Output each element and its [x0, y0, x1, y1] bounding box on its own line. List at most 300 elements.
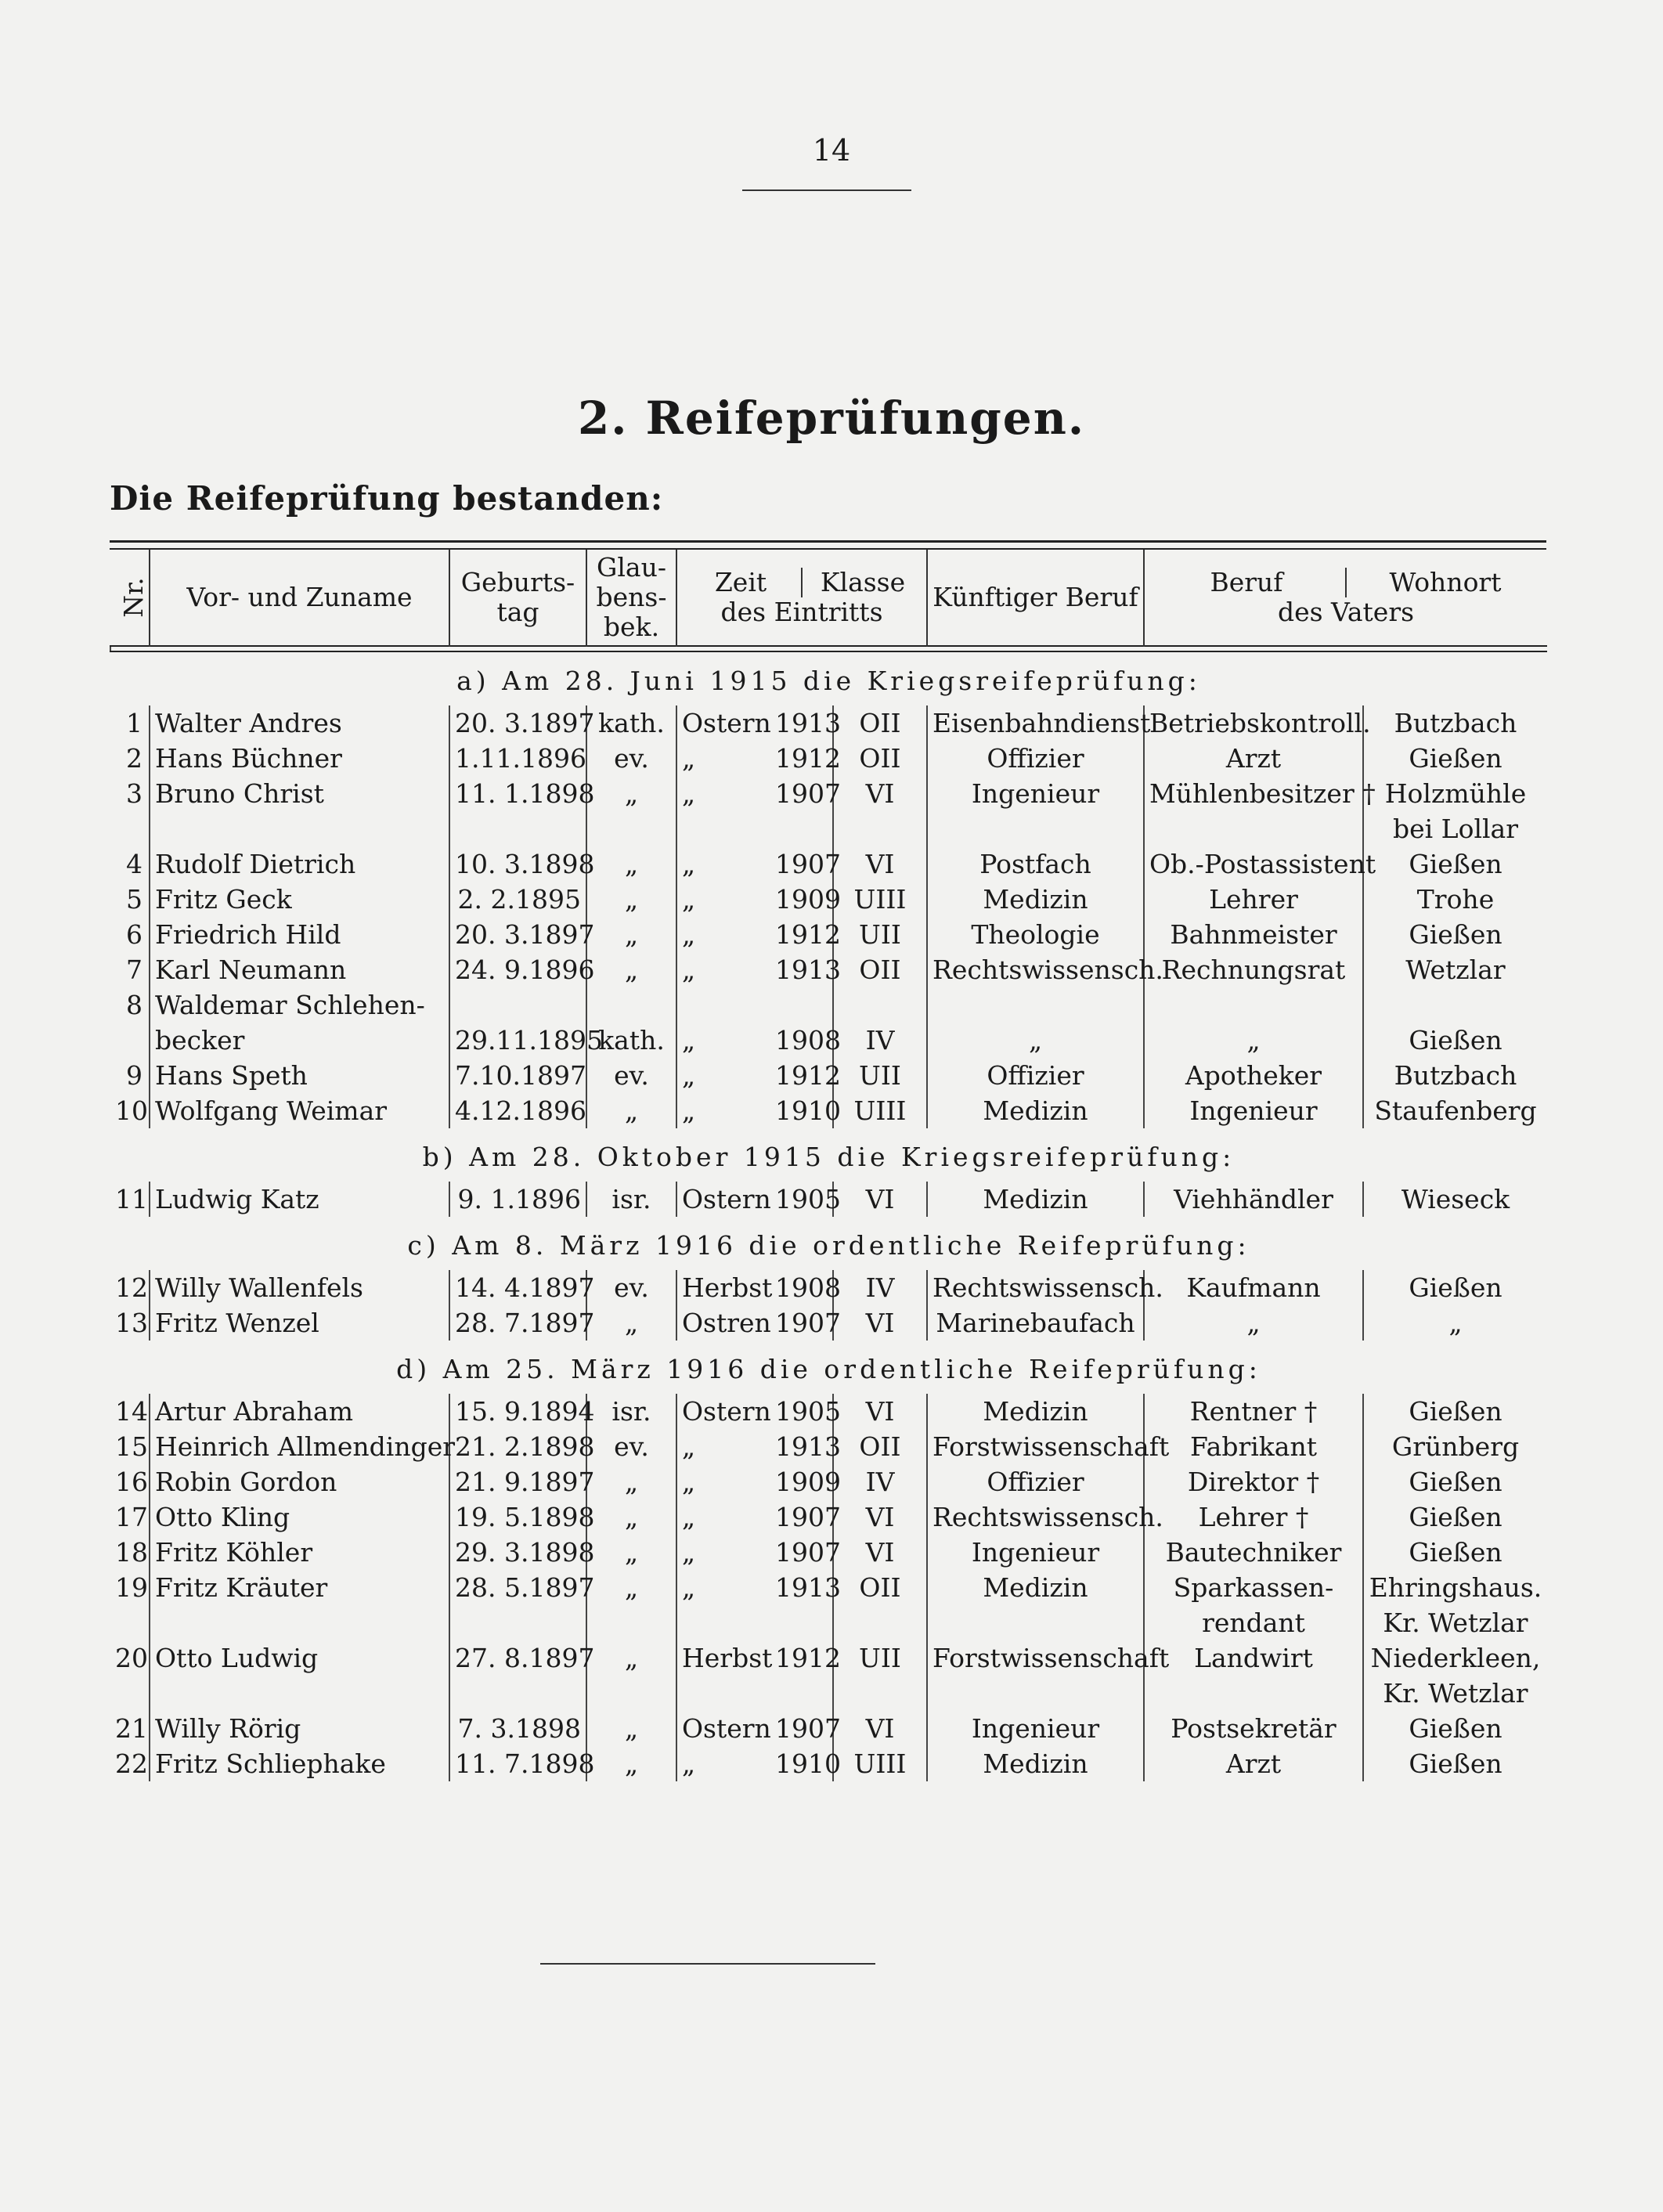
cell-term [676, 987, 770, 1023]
cell-year: 1913 [775, 707, 841, 738]
cell-career: Ingenieur [927, 1535, 1144, 1570]
cell-name: Fritz Geck [150, 882, 449, 917]
table-row [110, 741, 1547, 776]
table-row [110, 1711, 1547, 1746]
cell-class: VI [833, 846, 927, 882]
cell-residence: Gießen [1363, 1464, 1547, 1499]
section-title-row [110, 1128, 1547, 1182]
cell-career: Medizin [927, 1746, 1144, 1781]
cell-name: Bruno Christ [150, 776, 449, 811]
results-table-wrap [110, 540, 1546, 1781]
cell-father-job: Kaufmann [1144, 1270, 1363, 1305]
cell-father-job: Bahnmeister [1144, 917, 1363, 952]
cell-year: 1907 [775, 848, 841, 879]
cell-term: Herbst [676, 1640, 770, 1676]
cell-birth: 27. 8.1897 [449, 1640, 586, 1676]
cell-religion: „ [586, 952, 676, 987]
cell-class: IV [833, 1023, 927, 1058]
cell-career: Ingenieur [927, 776, 1144, 811]
cell-career: Medizin [927, 1182, 1144, 1217]
cell-nr: 17 [115, 1501, 148, 1532]
table-row [110, 1605, 1547, 1640]
results-table [110, 550, 1547, 1781]
cell-class: VI [833, 1711, 927, 1746]
cell-year: 1910 [775, 1095, 841, 1126]
table-row [110, 1394, 1547, 1429]
cell-residence [1363, 987, 1547, 1023]
cell-birth: 10. 3.1898 [449, 846, 586, 882]
cell-father-job [1144, 987, 1363, 1023]
header-time: Zeit [714, 566, 767, 597]
cell-name: Waldemar Schlehen- [150, 987, 449, 1023]
cell-religion: „ [586, 1093, 676, 1128]
cell-father-job: Landwirt [1144, 1640, 1363, 1676]
cell-term: Ostern [676, 1394, 770, 1429]
cell-father-job: Postsekretär [1144, 1711, 1363, 1746]
cell-year: 1912 [775, 1642, 841, 1673]
cell-religion [586, 811, 676, 846]
cell-career: Offizier [927, 741, 1144, 776]
cell-name: Fritz Schliephake [150, 1746, 449, 1781]
cell-name: Fritz Kräuter [150, 1570, 449, 1605]
cell-career: Offizier [927, 1464, 1144, 1499]
cell-residence: Gießen [1363, 917, 1547, 952]
cell-nr: 3 [126, 778, 142, 809]
cell-residence: Gießen [1363, 1746, 1547, 1781]
page-subtitle: Die Reifeprüfung bestanden: [110, 479, 664, 518]
cell-term: „ [676, 1429, 770, 1464]
cell-religion: ev. [586, 741, 676, 776]
cell-birth: 7.10.1897 [449, 1058, 586, 1093]
cell-year: 1913 [775, 1431, 841, 1462]
cell-nr: 13 [115, 1307, 148, 1338]
cell-religion: kath. [586, 705, 676, 741]
bottom-rule [540, 1963, 875, 1965]
cell-father-job: Viehhändler [1144, 1182, 1363, 1217]
cell-religion: isr. [586, 1394, 676, 1429]
cell-career: Medizin [927, 1394, 1144, 1429]
table-row [110, 1535, 1547, 1570]
cell-nr: 18 [115, 1536, 148, 1568]
cell-religion: „ [586, 1499, 676, 1535]
cell-father-job: Mühlenbesitzer † [1144, 776, 1363, 811]
cell-class: IV [833, 1270, 927, 1305]
cell-career: Rechtswissensch. [927, 952, 1144, 987]
cell-class: UII [833, 1640, 927, 1676]
cell-term: „ [676, 741, 770, 776]
cell-birth [449, 811, 586, 846]
table-row [110, 1093, 1547, 1128]
cell-class: VI [833, 1305, 927, 1341]
cell-religion: kath. [586, 1023, 676, 1058]
cell-religion: „ [586, 776, 676, 811]
cell-name: Walter Andres [150, 705, 449, 741]
cell-nr [110, 1676, 150, 1711]
cell-term: „ [676, 1093, 770, 1128]
table-row [110, 1429, 1547, 1464]
cell-class [833, 811, 927, 846]
cell-career [927, 1676, 1144, 1711]
cell-career [927, 1605, 1144, 1640]
cell-name [150, 811, 449, 846]
cell-father-job: Lehrer † [1144, 1499, 1363, 1535]
cell-father-job: Bautechniker [1144, 1535, 1363, 1570]
cell-year: 1909 [775, 883, 841, 915]
cell-birth: 4.12.1896 [449, 1093, 586, 1128]
cell-year: 1907 [775, 1501, 841, 1532]
cell-residence: Ehringshaus. [1363, 1570, 1547, 1605]
cell-birth: 14. 4.1897 [449, 1270, 586, 1305]
section-title-row [110, 1341, 1547, 1394]
cell-year: 1910 [775, 1748, 841, 1779]
cell-career: Postfach [927, 846, 1144, 882]
cell-birth: 2. 2.1895 [449, 882, 586, 917]
cell-nr: 2 [126, 742, 142, 774]
cell-residence: Gießen [1363, 846, 1547, 882]
table-row [110, 1676, 1547, 1711]
cell-birth: 28. 5.1897 [449, 1570, 586, 1605]
cell-residence: Staufenberg [1363, 1093, 1547, 1128]
cell-religion: „ [586, 1711, 676, 1746]
cell-term: „ [676, 1058, 770, 1093]
cell-year: 1907 [775, 778, 841, 809]
cell-father-job: Ingenieur [1144, 1093, 1363, 1128]
cell-birth [449, 1605, 586, 1640]
cell-name: Willy Rörig [150, 1711, 449, 1746]
cell-residence: Holzmühle [1363, 776, 1547, 811]
cell-birth: 20. 3.1897 [449, 705, 586, 741]
cell-residence: „ [1363, 1305, 1547, 1341]
cell-year: 1912 [775, 1059, 841, 1091]
table-row [110, 811, 1547, 846]
cell-career: Rechtswissensch. [927, 1270, 1144, 1305]
cell-class [833, 1676, 927, 1711]
cell-term [676, 1605, 770, 1640]
header-father [1144, 550, 1547, 646]
cell-career: Medizin [927, 1570, 1144, 1605]
cell-residence: Butzbach [1363, 1058, 1547, 1093]
section-title: c) Am 8. März 1916 die ordentliche Reifeprüfung: [407, 1229, 1250, 1261]
cell-father-job: Lehrer [1144, 882, 1363, 917]
cell-residence: Wieseck [1363, 1182, 1547, 1217]
cell-term: Ostern [676, 1182, 770, 1217]
table-row [110, 882, 1547, 917]
cell-career: Theologie [927, 917, 1144, 952]
cell-career: Forstwissenschaft [927, 1429, 1144, 1464]
cell-class: UIII [833, 1746, 927, 1781]
cell-career: Medizin [927, 882, 1144, 917]
cell-father-job: Arzt [1144, 741, 1363, 776]
table-row [110, 846, 1547, 882]
cell-term: Ostren [676, 1305, 770, 1341]
cell-birth: 20. 3.1897 [449, 917, 586, 952]
cell-year: 1912 [775, 742, 841, 774]
cell-career: Rechtswissensch. [927, 1499, 1144, 1535]
cell-term: „ [676, 1746, 770, 1781]
page-number: 14 [812, 133, 851, 168]
cell-residence: Wetzlar [1363, 952, 1547, 987]
cell-nr: 10 [115, 1095, 148, 1126]
cell-class: OII [833, 741, 927, 776]
cell-class: UII [833, 1058, 927, 1093]
cell-birth: 29. 3.1898 [449, 1535, 586, 1570]
cell-career [927, 987, 1144, 1023]
cell-name: becker [150, 1023, 449, 1058]
cell-year [770, 987, 833, 1023]
cell-term: „ [676, 952, 770, 987]
cell-residence: Gießen [1363, 1023, 1547, 1058]
page-number-rule [742, 189, 911, 191]
cell-year: 1908 [775, 1272, 841, 1303]
cell-nr: 19 [115, 1571, 148, 1603]
table-row [110, 1023, 1547, 1058]
cell-class: VI [833, 1394, 927, 1429]
cell-father-job: Betriebskontroll. [1144, 705, 1363, 741]
section-title: b) Am 28. Oktober 1915 die Kriegsreifeprüfung: [422, 1141, 1236, 1172]
cell-name: Fritz Köhler [150, 1535, 449, 1570]
header-separator [110, 646, 1547, 651]
header-birth: Geburts-tag [449, 550, 586, 646]
cell-father-job: rendant [1144, 1605, 1363, 1640]
cell-nr: 4 [126, 848, 142, 879]
cell-residence: Gießen [1363, 1499, 1547, 1535]
cell-name: Wolfgang Weimar [150, 1093, 449, 1128]
cell-name: Fritz Wenzel [150, 1305, 449, 1341]
cell-career: Forstwissenschaft [927, 1640, 1144, 1676]
cell-religion: ev. [586, 1270, 676, 1305]
table-row [110, 1499, 1547, 1535]
cell-religion: ev. [586, 1058, 676, 1093]
table-row [110, 1570, 1547, 1605]
cell-career: Ingenieur [927, 1711, 1144, 1746]
cell-father-job [1144, 1676, 1363, 1711]
cell-birth: 21. 9.1897 [449, 1464, 586, 1499]
cell-religion [586, 1676, 676, 1711]
cell-class: OII [833, 1429, 927, 1464]
cell-year: 1912 [775, 918, 841, 950]
table-row [110, 1464, 1547, 1499]
cell-term: Ostern [676, 705, 770, 741]
cell-birth: 24. 9.1896 [449, 952, 586, 987]
cell-name: Karl Neumann [150, 952, 449, 987]
cell-term: „ [676, 1023, 770, 1058]
cell-name: Heinrich Allmendinger [150, 1429, 449, 1464]
table-top-rule [110, 540, 1546, 550]
cell-class: VI [833, 1535, 927, 1570]
cell-religion: „ [586, 846, 676, 882]
cell-class [833, 987, 927, 1023]
header-class: Klasse [801, 568, 923, 597]
cell-nr: 6 [126, 918, 142, 950]
cell-nr: 12 [115, 1272, 148, 1303]
cell-birth: 9. 1.1896 [449, 1182, 586, 1217]
cell-father-job: Apotheker [1144, 1058, 1363, 1093]
cell-year: 1907 [775, 1307, 841, 1338]
section-title: a) Am 28. Juni 1915 die Kriegsreifeprüfung: [456, 665, 1201, 696]
cell-religion: isr. [586, 1182, 676, 1217]
cell-term: „ [676, 846, 770, 882]
cell-class: IV [833, 1464, 927, 1499]
cell-residence: Gießen [1363, 741, 1547, 776]
cell-class: OII [833, 1570, 927, 1605]
cell-term: „ [676, 882, 770, 917]
section-title: d) Am 25. März 1916 die ordentliche Reifeprüfung: [396, 1353, 1261, 1384]
cell-father-job: Ob.-Postassistent [1144, 846, 1363, 882]
cell-class: OII [833, 952, 927, 987]
cell-name: Friedrich Hild [150, 917, 449, 952]
header-father-job: Beruf [1210, 566, 1283, 597]
header-religion: Glau-bens-bek. [586, 550, 676, 646]
cell-nr: 20 [115, 1642, 148, 1673]
cell-nr: 5 [126, 883, 142, 915]
cell-year [770, 811, 833, 846]
cell-nr [110, 811, 150, 846]
cell-father-job: Direktor † [1144, 1464, 1363, 1499]
cell-father-job [1144, 811, 1363, 846]
cell-term: Herbst [676, 1270, 770, 1305]
cell-name: Willy Wallenfels [150, 1270, 449, 1305]
cell-religion [586, 1605, 676, 1640]
cell-class: UIII [833, 882, 927, 917]
cell-residence: Butzbach [1363, 705, 1547, 741]
cell-name: Artur Abraham [150, 1394, 449, 1429]
cell-nr: 1 [126, 707, 142, 738]
table-row [110, 952, 1547, 987]
cell-term: „ [676, 776, 770, 811]
cell-name: Ludwig Katz [150, 1182, 449, 1217]
header-name: Vor- und Zuname [150, 550, 449, 646]
cell-father-job: „ [1144, 1023, 1363, 1058]
cell-nr: 21 [115, 1712, 148, 1744]
header-residence: Wohnort [1345, 568, 1544, 597]
cell-name: Hans Speth [150, 1058, 449, 1093]
header-career: Künftiger Beruf [927, 550, 1144, 646]
cell-class: OII [833, 705, 927, 741]
cell-term: „ [676, 1499, 770, 1535]
cell-birth: 15. 9.1894 [449, 1394, 586, 1429]
cell-residence: Trohe [1363, 882, 1547, 917]
cell-year: 1905 [775, 1183, 841, 1214]
table-header-row [110, 550, 1547, 646]
cell-term: „ [676, 917, 770, 952]
cell-nr: 15 [115, 1431, 148, 1462]
cell-birth: 11. 1.1898 [449, 776, 586, 811]
header-father-label: des Vaters [1277, 596, 1415, 627]
cell-class: VI [833, 776, 927, 811]
cell-birth: 19. 5.1898 [449, 1499, 586, 1535]
cell-nr: 16 [115, 1466, 148, 1497]
cell-residence: Kr. Wetzlar [1363, 1605, 1547, 1640]
cell-residence: Niederkleen, [1363, 1640, 1547, 1676]
cell-nr: 8 [126, 989, 142, 1020]
cell-class: VI [833, 1182, 927, 1217]
page-title: 2. Reifeprüfungen. [577, 392, 1086, 445]
cell-name [150, 1676, 449, 1711]
cell-religion: „ [586, 1464, 676, 1499]
cell-year: 1913 [775, 954, 841, 985]
cell-religion: „ [586, 917, 676, 952]
cell-birth: 1.11.1896 [449, 741, 586, 776]
table-row [110, 1270, 1547, 1305]
cell-religion: „ [586, 1640, 676, 1676]
cell-career: Eisenbahndienst [927, 705, 1144, 741]
section-title-row [110, 1217, 1547, 1270]
cell-residence: Grünberg [1363, 1429, 1547, 1464]
cell-religion: „ [586, 1305, 676, 1341]
cell-nr: 14 [115, 1395, 148, 1427]
cell-nr: 11 [115, 1183, 148, 1214]
cell-year: 1905 [775, 1395, 841, 1427]
header-entry [676, 550, 927, 646]
cell-name: Otto Kling [150, 1499, 449, 1535]
cell-father-job: Fabrikant [1144, 1429, 1363, 1464]
cell-father-job: Rentner † [1144, 1394, 1363, 1429]
cell-birth: 11. 7.1898 [449, 1746, 586, 1781]
cell-father-job: Arzt [1144, 1746, 1363, 1781]
table-body [110, 651, 1547, 1781]
cell-residence: Kr. Wetzlar [1363, 1676, 1547, 1711]
cell-class: UIII [833, 1093, 927, 1128]
cell-nr [110, 1023, 150, 1058]
cell-father-job: Sparkassen- [1144, 1570, 1363, 1605]
cell-term: „ [676, 1570, 770, 1605]
cell-name: Otto Ludwig [150, 1640, 449, 1676]
table-row [110, 987, 1547, 1023]
section-title-row [110, 651, 1547, 705]
table-row [110, 1058, 1547, 1093]
cell-father-job: Rechnungsrat [1144, 952, 1363, 987]
cell-nr: 9 [126, 1059, 142, 1091]
cell-birth: 28. 7.1897 [449, 1305, 586, 1341]
cell-residence: Gießen [1363, 1270, 1547, 1305]
table-row [110, 705, 1547, 741]
cell-year [770, 1676, 833, 1711]
cell-religion: „ [586, 1570, 676, 1605]
cell-religion: „ [586, 1535, 676, 1570]
cell-year: 1907 [775, 1712, 841, 1744]
cell-nr: 22 [115, 1748, 148, 1779]
cell-term [676, 1676, 770, 1711]
cell-religion: ev. [586, 1429, 676, 1464]
cell-birth [449, 1676, 586, 1711]
table-row [110, 1305, 1547, 1341]
cell-year: 1909 [775, 1466, 841, 1497]
cell-term: „ [676, 1535, 770, 1570]
cell-birth: 21. 2.1898 [449, 1429, 586, 1464]
cell-name: Robin Gordon [150, 1464, 449, 1499]
cell-name: Rudolf Dietrich [150, 846, 449, 882]
cell-religion: „ [586, 882, 676, 917]
cell-residence: Gießen [1363, 1711, 1547, 1746]
table-row [110, 776, 1547, 811]
cell-class: VI [833, 1499, 927, 1535]
cell-year [770, 1605, 833, 1640]
cell-nr: 7 [126, 954, 142, 985]
header-entry-label: des Eintritts [720, 596, 883, 627]
cell-name [150, 1605, 449, 1640]
cell-birth: 29.11.1895 [449, 1023, 586, 1058]
cell-term: „ [676, 1464, 770, 1499]
cell-term: Ostern [676, 1711, 770, 1746]
cell-father-job: „ [1144, 1305, 1363, 1341]
cell-career: Offizier [927, 1058, 1144, 1093]
cell-birth: 7. 3.1898 [449, 1711, 586, 1746]
table-row [110, 1746, 1547, 1781]
table-row [110, 1182, 1547, 1217]
cell-birth [449, 987, 586, 1023]
cell-career: Medizin [927, 1093, 1144, 1128]
cell-religion: „ [586, 1746, 676, 1781]
